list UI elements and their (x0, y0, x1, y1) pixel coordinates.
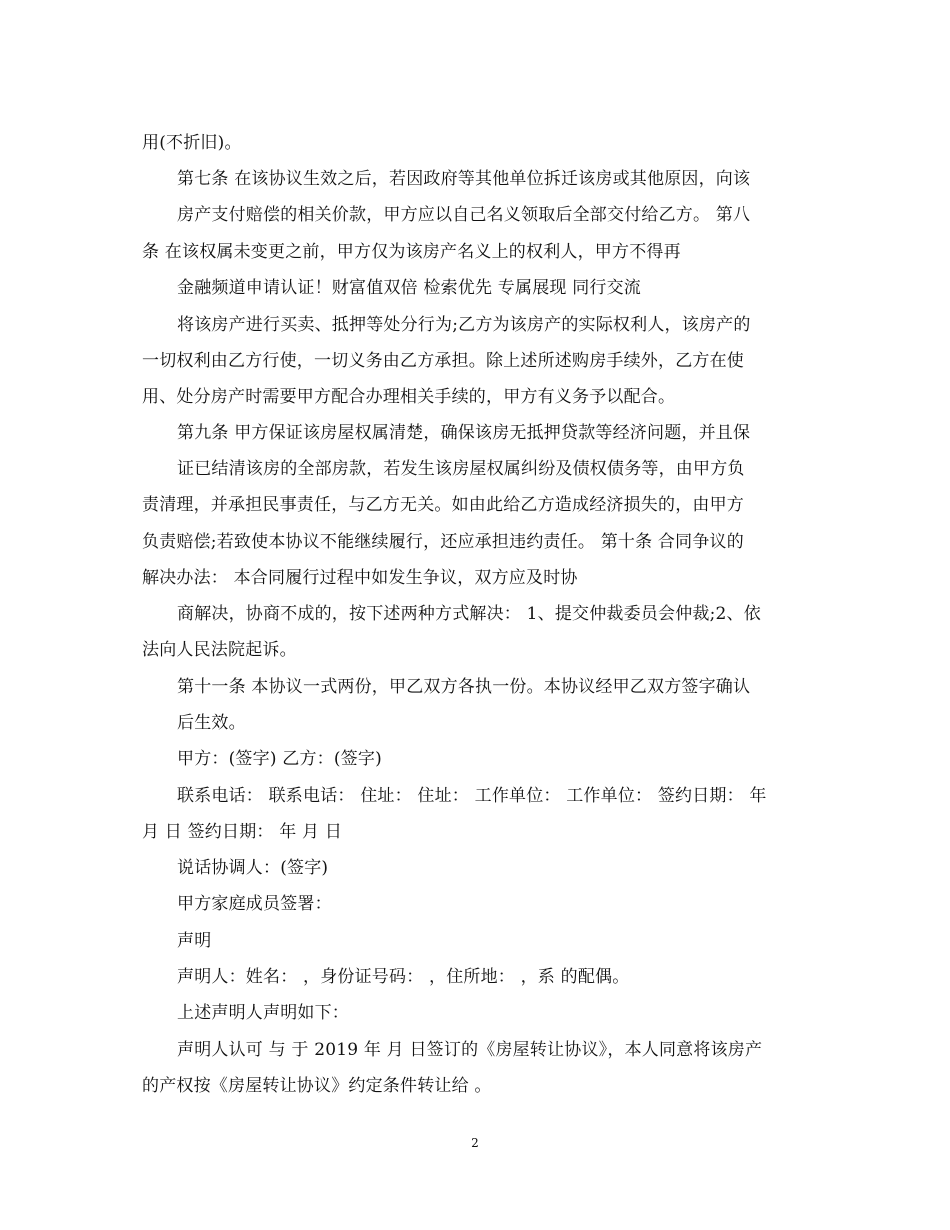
text-line: 解决办法： 本合同履行过程中如发生争议，双方应及时协 (142, 568, 578, 588)
text-line: 声明人：姓名： ，身份证号码： ，住所地： ，系 的配偶。 (177, 967, 630, 987)
text-line: 第九条 甲方保证该房屋权属清楚，确保该房无抵押贷款等经济问题，并且保 (177, 423, 751, 443)
text-line: 房产支付赔偿的相关价款，甲方应以自己名义领取后全部交付给乙方。 第八 (177, 205, 751, 225)
text-line: 商解决，协商不成的，按下述两种方式解决： 1、提交仲裁委员会仲裁;2、依 (177, 604, 761, 624)
text-line: 上述声明人声明如下： (177, 1003, 349, 1023)
signature-line: 甲方：(签字) 乙方：(签字) (177, 749, 382, 769)
text-line: 第十一条 本协议一式两份，甲乙双方各执一份。本协议经甲乙双方签字确认 (177, 677, 751, 697)
text-line: 证已结清该房的全部房款，若发生该房屋权属纠纷及债权债务等，由甲方负 (177, 459, 745, 479)
text-line: 用、处分房产时需要甲方配合办理相关手续的，甲方有义务予以配合。 (142, 387, 676, 407)
text-line: 一切权利由乙方行使，一切义务由乙方承担。除上述所述购房手续外，乙方在使 (142, 351, 744, 371)
ad-line: 金融频道申请认证！财富值双倍 检索优先 专属展现 同行交流 (177, 278, 642, 298)
text-line: 后生效。 (177, 713, 246, 733)
text-line: 将该房产进行买卖、抵押等处分行为;乙方为该房产的实际权利人，该房产的 (177, 315, 751, 335)
text-line: 的产权按《房屋转让协议》约定条件转让给 。 (142, 1076, 492, 1096)
text-line: 用(不折旧)。 (142, 133, 242, 153)
page-number: 2 (471, 1136, 479, 1150)
text-line: 法向人民法院起诉。 (142, 640, 297, 660)
date-line: 月 日 签约日期： 年 月 日 (142, 822, 343, 842)
family-signature-line: 甲方家庭成员签署： (177, 894, 332, 914)
text-line: 第七条 在该协议生效之后，若因政府等其他单位拆迁该房或其他原因，向该 (177, 169, 751, 189)
text-line: 负责赔偿;若致使本协议不能继续履行，还应承担违约责任。 第十条 合同争议的 (142, 532, 744, 552)
text-line: 声明人认可 与 于 2019 年 月 日签订的《房屋转让协议》，本人同意将该房产 (177, 1040, 763, 1060)
contact-line: 联系电话： 联系电话： 住址： 住址： 工作单位： 工作单位： 签约日期： 年 (177, 786, 767, 806)
text-line: 条 在该权属未变更之前，甲方仅为该房产名义上的权利人，甲方不得再 (142, 242, 681, 262)
text-line: 责清理，并承担民事责任，与乙方无关。如由此给乙方造成经济损失的，由甲方 (142, 495, 744, 515)
mediator-line: 说话协调人：(签字) (177, 858, 329, 878)
section-heading: 声明 (177, 931, 212, 951)
